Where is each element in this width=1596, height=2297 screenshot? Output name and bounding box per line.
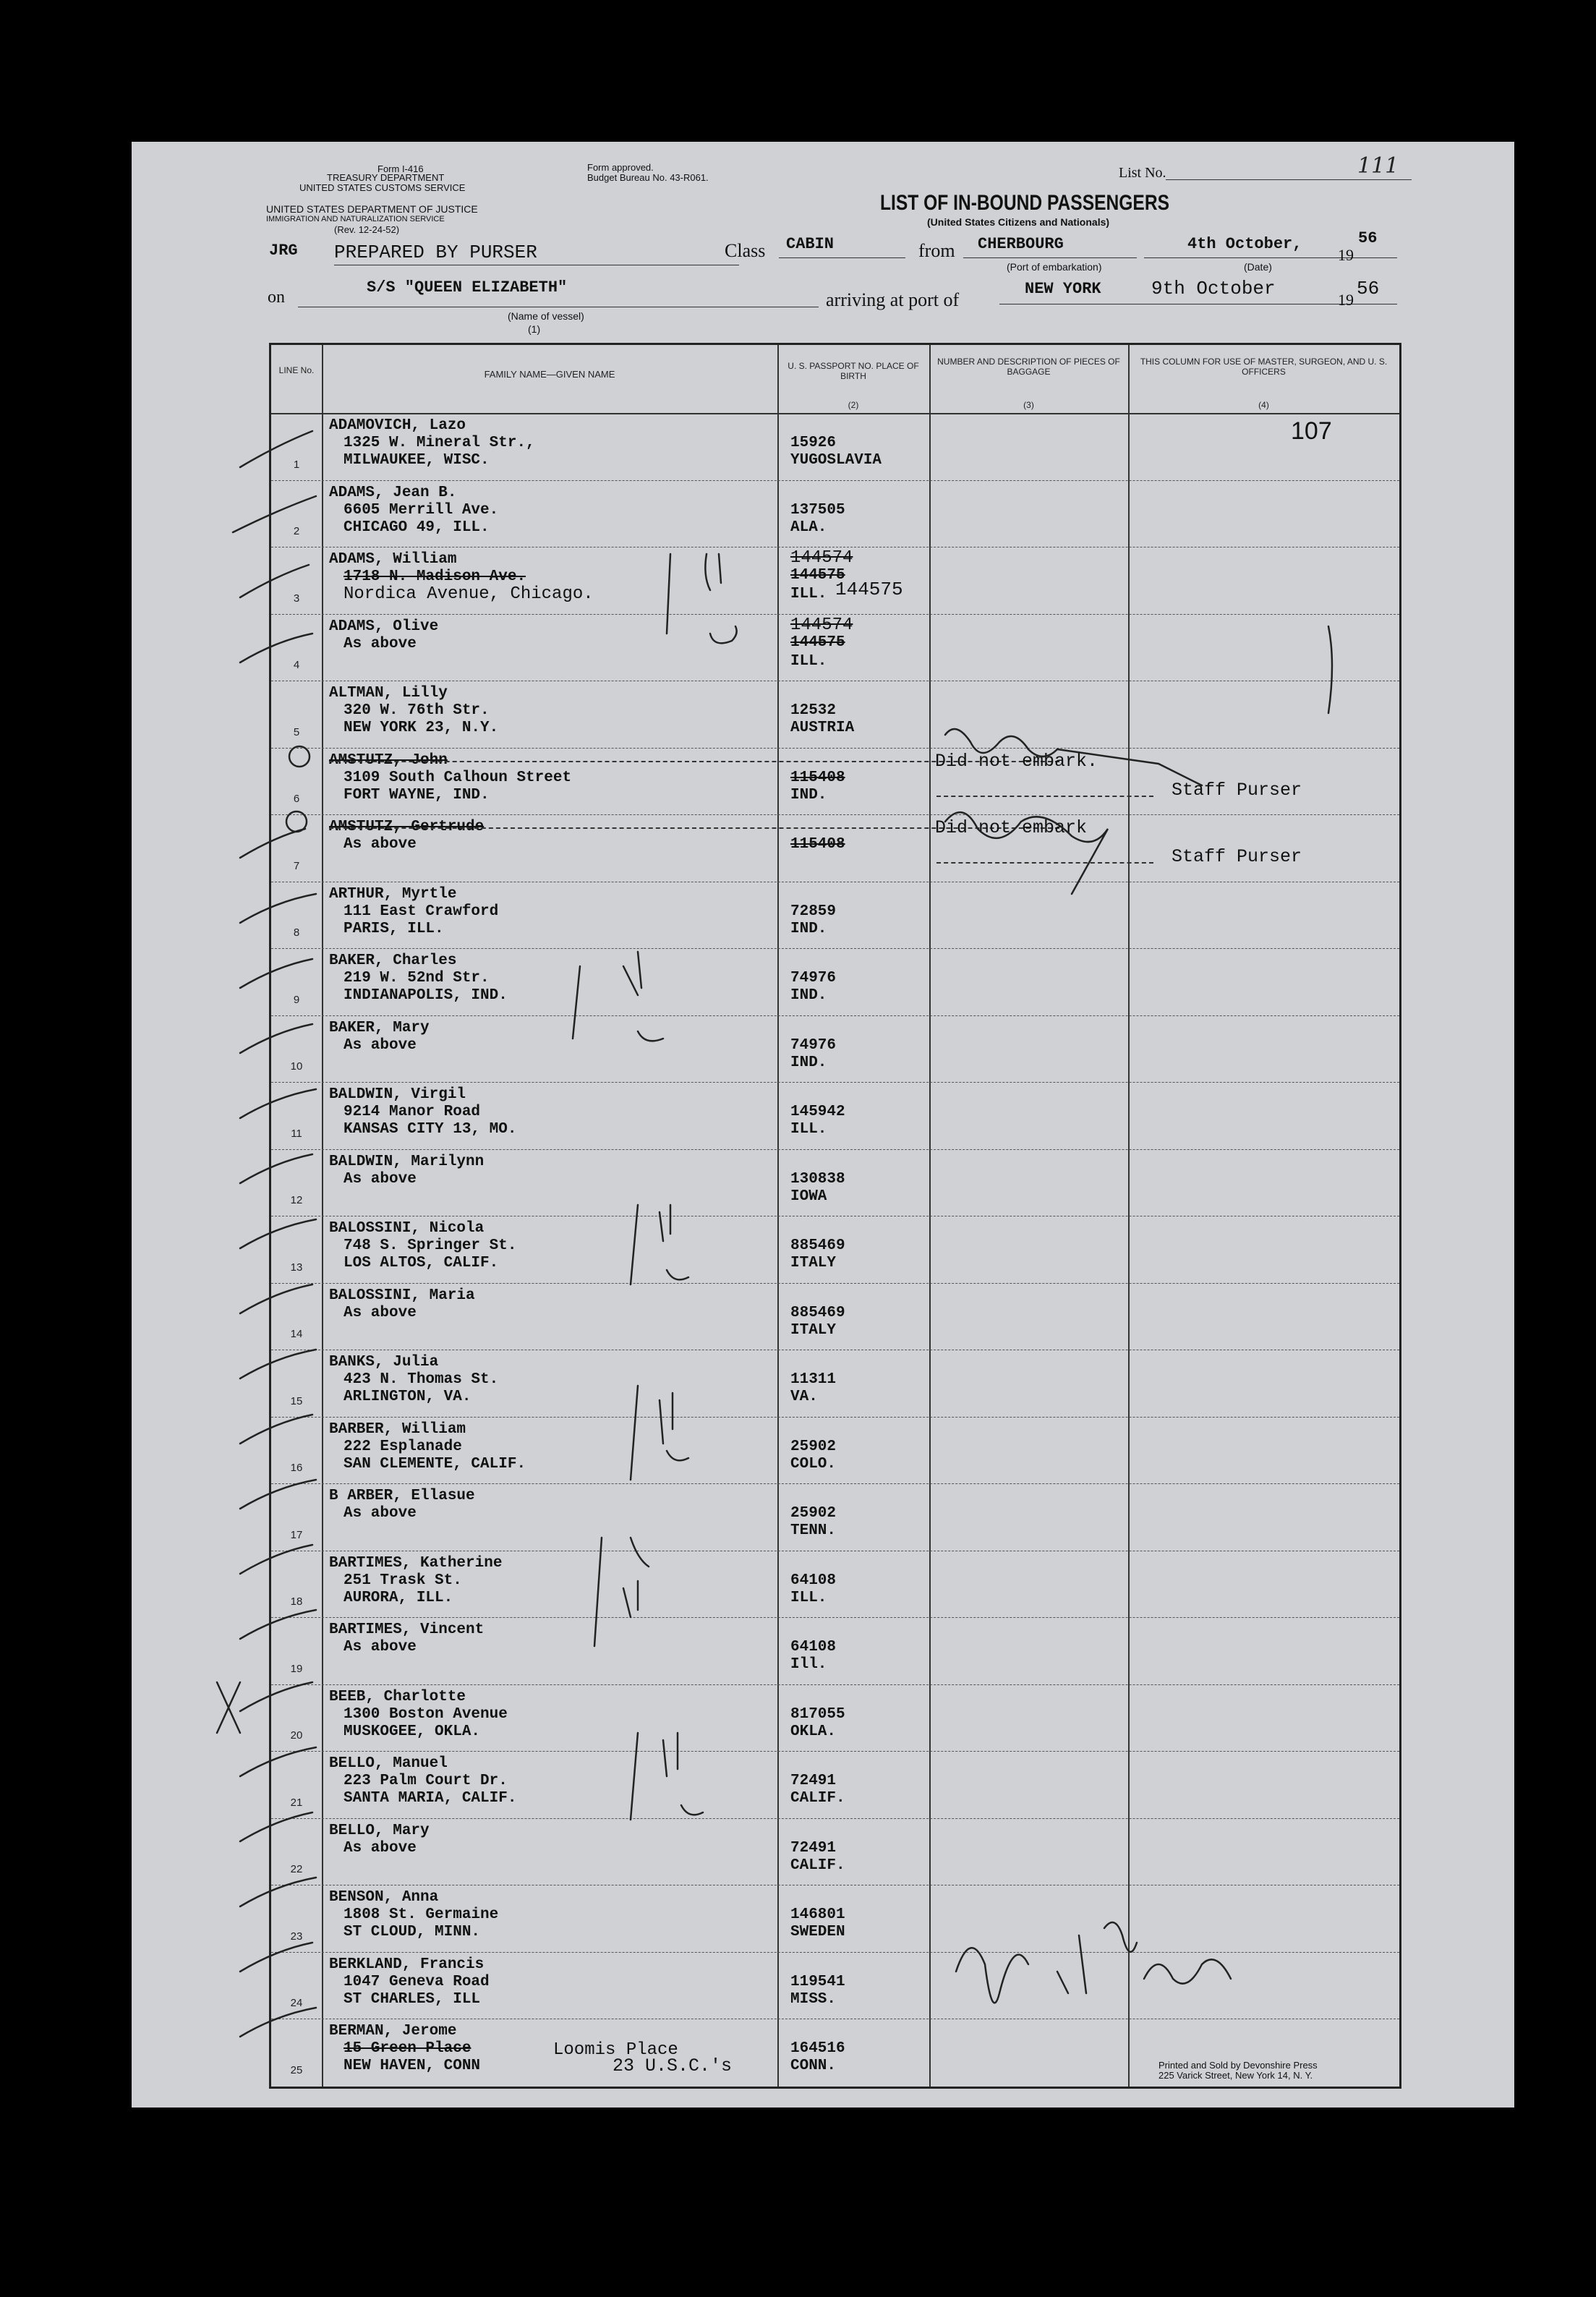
- check-mark: [240, 634, 312, 662]
- passport-number: 12532: [790, 702, 837, 719]
- treasury-department: TREASURY DEPARTMENT: [327, 172, 445, 183]
- form-number: Form I-416: [377, 163, 424, 174]
- port-of-embarkation: CHERBOURG: [978, 235, 1064, 253]
- passenger-name: BELLO, Manuel: [329, 1755, 448, 1772]
- address-line-2: KANSAS CITY 13, MO.: [343, 1121, 517, 1138]
- page-number: 107: [1291, 417, 1332, 445]
- w-mark: [681, 1805, 703, 1815]
- place-of-birth: CONN.: [790, 2058, 837, 2074]
- bracket-mark: [631, 1205, 638, 1284]
- place-of-birth: CALIF.: [790, 1790, 845, 1807]
- check-mark: [240, 2008, 316, 2037]
- bracket-mark: [631, 1733, 638, 1820]
- line-number: 2: [293, 525, 300, 537]
- line-number: 12: [290, 1194, 303, 1206]
- address-line-1: As above: [343, 836, 417, 853]
- place-of-birth: ILL.: [790, 652, 827, 670]
- place-of-birth: ITALY: [790, 1255, 837, 1271]
- address-line-1: As above: [343, 1505, 417, 1522]
- check-mark: [240, 565, 309, 597]
- passenger-name: BERMAN, Jerome: [329, 2023, 457, 2040]
- passenger-name: BARTIMES, Katherine: [329, 1554, 503, 1572]
- pi-mark: [623, 952, 641, 995]
- passport-number: 885469: [790, 1237, 845, 1254]
- col-header-passport-number: (2): [848, 400, 859, 410]
- x-mark: [217, 1682, 240, 1733]
- passenger-name: ALTMAN, Lilly: [329, 685, 448, 702]
- address-line-1: 9214 Manor Road: [343, 1104, 481, 1120]
- list-no-label: List No.: [1119, 165, 1166, 181]
- page-subtitle: (United States Citizens and Nationals): [927, 216, 1110, 228]
- on-label: on: [268, 288, 285, 307]
- passenger-name: BEEB, Charlotte: [329, 1688, 466, 1705]
- line-number: 9: [293, 993, 300, 1006]
- pi-mark: [663, 1733, 678, 1776]
- line-number: 7: [293, 859, 300, 872]
- remark-not-embarked: Did not embark: [935, 817, 1088, 838]
- arrival-port: NEW YORK: [1025, 280, 1101, 298]
- line-number: 14: [290, 1328, 303, 1340]
- passenger-name: BALDWIN, Marilynn: [329, 1153, 485, 1170]
- form-revision: (Rev. 12-24-52): [334, 224, 400, 235]
- department-of-justice: UNITED STATES DEPARTMENT OF JUSTICE: [266, 203, 478, 215]
- passenger-name: ADAMS, William: [329, 551, 457, 568]
- passport-number: 64108: [790, 1639, 837, 1655]
- passport-number-alt: 144575: [790, 634, 845, 651]
- address-line-1: 320 W. 76th Str.: [343, 702, 490, 719]
- form-approved: Form approved.: [587, 162, 654, 173]
- address-line-1: 222 Esplanade: [343, 1438, 462, 1455]
- line-number: 20: [290, 1729, 303, 1742]
- check-mark: [240, 1089, 316, 1118]
- w-mark: [631, 1538, 649, 1567]
- passport-number: 11311: [790, 1371, 837, 1388]
- address-line-1: As above: [343, 1036, 417, 1054]
- col-header-line-no: LINE No.: [278, 365, 315, 375]
- line-number: 17: [290, 1528, 303, 1541]
- address-line-1: 423 N. Thomas St.: [343, 1371, 499, 1388]
- passenger-name: BALOSSINI, Maria: [329, 1287, 475, 1304]
- arrival-year-suffix: 56: [1357, 278, 1380, 299]
- address-line-2: NEW YORK 23, N.Y.: [343, 720, 499, 736]
- col-header-passport: U. S. PASSPORT NO. PLACE OF BIRTH: [788, 361, 919, 381]
- check-mark: [240, 1350, 316, 1378]
- passenger-name: BELLO, Mary: [329, 1822, 430, 1839]
- line-number: 4: [293, 659, 300, 671]
- passport-number: 146801: [790, 1906, 845, 1923]
- w-mark: [667, 1451, 688, 1460]
- place-of-birth: MISS.: [790, 1990, 837, 2008]
- check-mark: [240, 1480, 316, 1509]
- passenger-name: BALDWIN, Virgil: [329, 1086, 466, 1103]
- passenger-name: BERKLAND, Francis: [329, 1956, 485, 1973]
- passenger-name: B ARBER, Ellasue: [329, 1488, 475, 1504]
- address-line-1: 219 W. 52nd Str.: [343, 970, 490, 986]
- passport-number: 119541: [790, 1973, 845, 1990]
- address-line-1: 1325 W. Mineral Str.,: [343, 435, 535, 451]
- line-number: 11: [291, 1127, 302, 1140]
- passport-number: 817055: [790, 1705, 845, 1723]
- address-line-1: 1300 Boston Avenue: [343, 1705, 508, 1723]
- passenger-name: BALOSSINI, Nicola: [329, 1220, 485, 1237]
- passport-number: 144574: [790, 548, 853, 568]
- bracket-mark: [667, 554, 670, 634]
- departure-date: 4th October,: [1187, 235, 1302, 253]
- address-line-2: SAN CLEMENTE, CALIF.: [343, 1455, 526, 1473]
- bracket-mark: [631, 1386, 638, 1480]
- col-header-officers-number: (4): [1258, 400, 1269, 410]
- check-mark: [240, 959, 312, 988]
- printer-line-2: 225 Varick Street, New York 14, N. Y.: [1158, 2070, 1313, 2081]
- check-mark: [240, 1154, 312, 1183]
- check-mark: [240, 1545, 312, 1574]
- check-mark: [240, 1415, 312, 1444]
- address-line-2: NEW HAVEN, CONN: [343, 2058, 481, 2074]
- place-of-birth: ILL.: [790, 586, 827, 602]
- vessel-caption: (Name of vessel): [508, 310, 584, 322]
- passenger-name: AMSTUTZ, Gertrude: [329, 819, 485, 835]
- line-number: 23: [290, 1930, 303, 1943]
- address-line-1: 111 East Crawford: [343, 903, 499, 920]
- place-of-birth: IOWA: [790, 1188, 827, 1205]
- passport-number: 72491: [790, 1773, 837, 1789]
- pi-mark: [660, 1205, 670, 1241]
- passport-number: 72491: [790, 1839, 837, 1857]
- bracket-mark: [573, 966, 580, 1039]
- line-number: 15: [290, 1394, 303, 1407]
- check-mark: [240, 1024, 312, 1053]
- year-suffix: 56: [1358, 229, 1378, 247]
- class-label: Class: [725, 240, 766, 261]
- vessel-column-number: (1): [528, 323, 541, 335]
- passenger-name: BANKS, Julia: [329, 1354, 439, 1371]
- bracket-mark: [1328, 626, 1332, 713]
- passenger-name: BARTIMES, Vincent: [329, 1621, 485, 1638]
- passenger-name: BAKER, Charles: [329, 953, 457, 969]
- check-mark: [240, 1610, 316, 1639]
- passenger-name: BENSON, Anna: [329, 1889, 439, 1906]
- line-number: 25: [290, 2063, 303, 2076]
- line-number: 3: [293, 592, 300, 605]
- check-mark: [240, 1878, 316, 1906]
- pi-mark: [660, 1393, 673, 1444]
- address-line-1: 223 Palm Court Dr.: [343, 1773, 508, 1789]
- printer-line-1: Printed and Sold by Devonshire Press: [1158, 2060, 1318, 2071]
- place-of-birth: Ill.: [790, 1656, 827, 1673]
- passenger-manifest-sheet: [132, 142, 1514, 2108]
- circle-mark: [289, 746, 310, 767]
- bracket-mark: [594, 1538, 602, 1646]
- check-mark: [240, 1943, 312, 1972]
- col-header-family-name: FAMILY NAME—GIVEN NAME: [484, 369, 615, 380]
- col-header-baggage-number: (3): [1023, 400, 1034, 410]
- place-of-birth: COLO.: [790, 1455, 837, 1473]
- officer-signature-title: Staff Purser: [1172, 779, 1302, 801]
- passport-number: 72859: [790, 903, 837, 920]
- pi-mark: [705, 554, 721, 590]
- check-mark: [240, 1747, 316, 1776]
- check-mark: [240, 894, 316, 923]
- passenger-name: BAKER, Mary: [329, 1019, 430, 1036]
- place-of-birth: ILL.: [790, 1121, 827, 1138]
- line-number: 22: [290, 1863, 303, 1875]
- arrival-date: 9th October: [1151, 278, 1276, 299]
- line-number: 16: [290, 1462, 303, 1474]
- time-scribble: [1144, 1959, 1231, 1983]
- place-of-birth: ITALY: [790, 1321, 837, 1339]
- place-of-birth: TENN.: [790, 1522, 837, 1539]
- passport-number: 74976: [790, 1036, 837, 1054]
- address-line-1: 6605 Merrill Ave.: [343, 501, 499, 519]
- passenger-name: BARBER, William: [329, 1420, 466, 1438]
- passenger-name: ADAMS, Jean B.: [329, 484, 457, 501]
- address-line-2: PARIS, ILL.: [343, 920, 444, 937]
- officer-signature-title: Staff Purser: [1172, 846, 1302, 867]
- passenger-name: AMSTUTZ, John: [329, 751, 448, 769]
- place-of-birth: AUSTRIA: [790, 720, 855, 736]
- address-line-2: ARLINGTON, VA.: [343, 1389, 471, 1405]
- passenger-name: ADAMS, Olive: [329, 618, 439, 635]
- passenger-name: ARTHUR, Myrtle: [329, 885, 457, 903]
- line-number: 6: [293, 793, 300, 805]
- passport-correction: 144575: [835, 579, 903, 600]
- handwritten-annotations: [132, 142, 1514, 2108]
- check-mark: [240, 1219, 316, 1248]
- page-title: LIST OF IN-BOUND PASSENGERS: [880, 191, 1170, 215]
- signature-scribble: [956, 1948, 1028, 2003]
- address-line-2: MUSKOGEE, OKLA.: [343, 1723, 481, 1740]
- place-of-birth: YUGOSLAVIA: [790, 452, 882, 469]
- address-line-1: As above: [343, 1839, 417, 1857]
- date-scribble: [1104, 1922, 1137, 1952]
- place-of-birth: IND.: [790, 1054, 827, 1071]
- year-prefix: 19: [1338, 246, 1354, 264]
- date-caption: (Date): [1244, 261, 1272, 273]
- address-line-1: 1718 N. Madison Ave.: [343, 568, 526, 585]
- line-number: 8: [293, 926, 300, 939]
- passport-number: 144574: [790, 615, 853, 635]
- place-of-birth: SWEDEN: [790, 1924, 845, 1940]
- check-mark: [240, 829, 305, 858]
- check-mark: [233, 496, 316, 532]
- check-mark: [240, 1812, 312, 1841]
- clerk-initials: JRG: [269, 242, 298, 260]
- address-line-1: As above: [343, 1304, 417, 1321]
- place-of-birth: ALA.: [790, 519, 827, 536]
- passport-number: 64108: [790, 1572, 837, 1589]
- line-number: 18: [290, 1595, 303, 1608]
- address-line-1: As above: [343, 635, 417, 652]
- immigration-service: IMMIGRATION AND NATURALIZATION SERVICE: [266, 215, 445, 223]
- passport-number: 25902: [790, 1438, 837, 1455]
- passport-number-alt: 144575: [790, 567, 845, 584]
- line-number: 1: [293, 458, 300, 471]
- address-line-1: 3109 South Calhoun Street: [343, 769, 572, 786]
- address-correction: Loomis Place: [553, 2040, 678, 2060]
- check-mark: [240, 431, 312, 467]
- address-line-2: ST CHARLES, ILL: [343, 1990, 481, 2008]
- place-of-birth: IND.: [790, 987, 827, 1004]
- passport-number: 25902: [790, 1505, 837, 1522]
- budget-bureau: Budget Bureau No. 43-R061.: [587, 172, 709, 183]
- passport-number: 74976: [790, 970, 837, 986]
- line-number: 10: [290, 1060, 303, 1073]
- passport-number: 145942: [790, 1104, 845, 1120]
- passport-number: 885469: [790, 1304, 845, 1321]
- address-line-1: 1047 Geneva Road: [343, 1973, 490, 1990]
- col-header-officers: THIS COLUMN FOR USE OF MASTER, SURGEON, AND U. S. OFFICERS: [1140, 357, 1388, 377]
- vessel-name: S/S "QUEEN ELIZABETH": [367, 278, 568, 297]
- check-mark: [240, 1284, 312, 1313]
- place-of-birth: ILL.: [790, 1589, 827, 1606]
- place-of-birth: IND.: [790, 786, 827, 804]
- address-line-2: Nordica Avenue, Chicago.: [343, 584, 594, 604]
- line-number: 19: [290, 1662, 303, 1675]
- customs-service: UNITED STATES CUSTOMS SERVICE: [299, 182, 466, 193]
- place-of-birth: IND.: [790, 920, 827, 937]
- place-of-birth: VA.: [790, 1389, 818, 1405]
- line-number: 13: [290, 1261, 303, 1274]
- address-line-1: 748 S. Springer St.: [343, 1237, 517, 1254]
- w-mark: [667, 1270, 688, 1279]
- address-line-2: SANTA MARIA, CALIF.: [343, 1790, 517, 1807]
- total-passengers: 23 U.S.C.'s: [613, 2055, 733, 2076]
- port-caption: (Port of embarkation): [1007, 261, 1102, 273]
- arriving-label: arriving at port of: [826, 289, 960, 310]
- from-label: from: [918, 240, 955, 261]
- check-mark: [240, 1682, 312, 1711]
- signature-scribble: [945, 812, 1108, 894]
- pi-mark: [623, 1581, 638, 1617]
- line-number: 21: [290, 1796, 303, 1809]
- passport-number: 137505: [790, 501, 845, 519]
- address-line-1: As above: [343, 1639, 417, 1655]
- address-line-2: ST CLOUD, MINN.: [343, 1924, 481, 1940]
- w-mark: [710, 626, 737, 643]
- line-number: 5: [293, 725, 300, 738]
- date-scribble: [1057, 1935, 1086, 1993]
- address-line-2: AURORA, ILL.: [343, 1589, 453, 1606]
- line-number: 24: [290, 1997, 303, 2009]
- address-line-2: LOS ALTOS, CALIF.: [343, 1255, 499, 1271]
- remark-not-embarked: Did not embark.: [935, 750, 1098, 772]
- arrival-year-prefix: 19: [1338, 291, 1354, 309]
- address-line-1: As above: [343, 1170, 417, 1188]
- address-line-1: 15 Green Place: [343, 2040, 471, 2057]
- address-line-2: MILWAUKEE, WISC.: [343, 452, 490, 469]
- w-mark: [638, 1031, 663, 1041]
- prepared-by: PREPARED BY PURSER: [334, 242, 537, 263]
- address-line-2: INDIANAPOLIS, IND.: [343, 987, 508, 1004]
- address-line-2: CHICAGO 49, ILL.: [343, 519, 490, 536]
- passport-number: 164516: [790, 2040, 845, 2057]
- address-line-2: FORT WAYNE, IND.: [343, 786, 490, 804]
- place-of-birth: OKLA.: [790, 1723, 837, 1740]
- passport-number: 130838: [790, 1170, 845, 1188]
- circle-mark: [286, 811, 307, 832]
- col-header-baggage: NUMBER AND DESCRIPTION OF PIECES OF BAGGAGE: [937, 357, 1120, 377]
- signature-scribble: [945, 729, 1202, 785]
- class-value: CABIN: [786, 235, 835, 253]
- passport-number: 115408: [790, 769, 845, 786]
- place-of-birth: CALIF.: [790, 1857, 845, 1874]
- address-line-1: 251 Trask St.: [343, 1572, 462, 1589]
- passenger-name: ADAMOVICH, Lazo: [329, 417, 466, 434]
- passport-number: 115408: [790, 836, 845, 853]
- passport-number: 15926: [790, 435, 837, 451]
- address-line-1: 1808 St. Germaine: [343, 1906, 499, 1923]
- list-number: 111: [1357, 153, 1399, 179]
